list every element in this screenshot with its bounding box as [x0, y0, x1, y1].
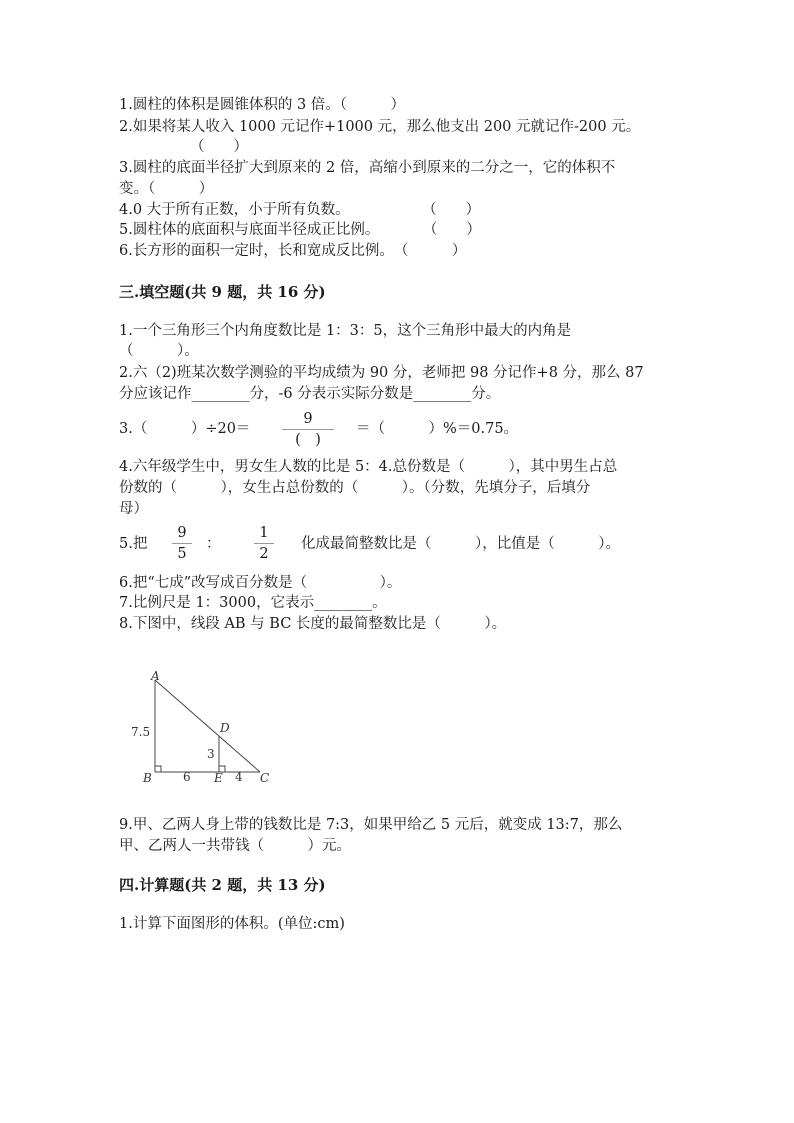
fraction-numerator: 9 — [177, 525, 187, 541]
fill-q9: 9.甲、乙两人身上带的钱数比是 7:3，如果甲给乙 5 元后，就变成 13:7，那么 — [119, 817, 623, 833]
section4-title: 四.计算题(共 2 题，共 13 分) — [119, 876, 326, 894]
fill-q2: 2.六（2)班某次数学测验的平均成绩为 90 分，老师把 98 分记作+8 分，那么 87 — [119, 365, 644, 381]
fraction-bar — [172, 543, 192, 544]
calc-q1: 1.计算下面图形的体积。(单位:cm) — [119, 916, 345, 932]
fill-q5-suffix: 化成最简整数比是（ ），比值是（ ）。 — [301, 536, 620, 552]
fill-q3-fraction — [282, 410, 334, 449]
fill-q5-fraction-2 — [254, 524, 274, 563]
fill-q8: 8.下图中，线段 AB 与 BC 长度的最简整数比是（ ）。 — [119, 616, 507, 632]
section3-title: 三.填空题(共 9 题，共 16 分) — [119, 283, 326, 301]
label-de-length: 3 — [207, 747, 215, 761]
label-c: C — [260, 771, 270, 785]
judgement-q2: 2.如果将某人收入 1000 元记作+1000 元，那么他支出 200 元就记作-200 元。 — [119, 119, 641, 135]
judgement-q4: 4.0 大于所有正数，小于所有负数。 （ ） — [119, 202, 481, 218]
label-be-length: 6 — [183, 770, 191, 784]
triangle-figure — [125, 668, 285, 790]
judgement-q6: 6.长方形的面积一定时，长和宽成反比例。 （ ） — [119, 243, 467, 259]
fill-q7: 7.比例尺是 1：3000，它表示________。 — [119, 595, 387, 611]
fill-q6: 6.把“七成”改写成百分数是（ ）。 — [119, 575, 402, 591]
fill-q1: 1.一个三角形三个内角度数比是 1：3：5，这个三角形中最大的内角是 — [119, 323, 572, 339]
fill-q1-cont: （ ）。 — [119, 343, 199, 359]
label-b: B — [143, 771, 152, 785]
fill-q3-prefix: 3.（ ）÷20＝ — [119, 421, 251, 437]
fraction-bar — [282, 429, 334, 430]
fill-q2-cont: 分应该记作________分，-6 分表示实际分数是________分。 — [119, 386, 501, 402]
fill-q4-cont2: 母） — [119, 501, 148, 517]
fill-q9-cont: 甲、乙两人一共带钱（ ）元。 — [119, 838, 351, 854]
judgement-q3: 3.圆柱的底面半径扩大到原来的 2 倍，高缩小到原来的二分之一，它的体积不 — [119, 160, 616, 176]
fill-q4: 4.六年级学生中，男女生人数的比是 5：4.总份数是（ ），其中男生占总 — [119, 459, 618, 475]
label-d: D — [220, 721, 230, 735]
label-e: E — [214, 771, 223, 785]
fill-q4-cont: 份数的（ ），女生占总份数的（ ）。（分数，先填分子，后填分 — [119, 480, 591, 496]
label-ec-length: 4 — [235, 770, 243, 784]
fraction-numerator: 1 — [259, 525, 269, 541]
fill-q5-fraction-1 — [172, 524, 192, 563]
fraction-denominator: 2 — [259, 546, 269, 562]
fill-q5-prefix: 5.把 — [119, 536, 148, 552]
judgement-q3-cont: 变。（ ） — [119, 181, 214, 197]
fraction-denominator: ( ) — [295, 432, 321, 448]
right-angle-b — [155, 766, 161, 772]
judgement-q5: 5.圆柱体的底面积与底面半径成正比例。 （ ） — [119, 222, 481, 238]
label-ab-length: 7.5 — [131, 725, 151, 739]
fill-q3-suffix: ＝（ ）%＝0.75。 — [356, 421, 519, 437]
fill-q5-colon: ： — [206, 536, 221, 552]
fraction-numerator: 9 — [303, 411, 313, 427]
judgement-q1: 1.圆柱的体积是圆锥体积的 3 倍。（ ） — [119, 97, 406, 113]
judgement-q2-blank: （ ） — [190, 139, 248, 155]
fraction-bar — [254, 543, 274, 544]
fraction-denominator: 5 — [177, 546, 187, 562]
label-a: A — [151, 669, 160, 683]
